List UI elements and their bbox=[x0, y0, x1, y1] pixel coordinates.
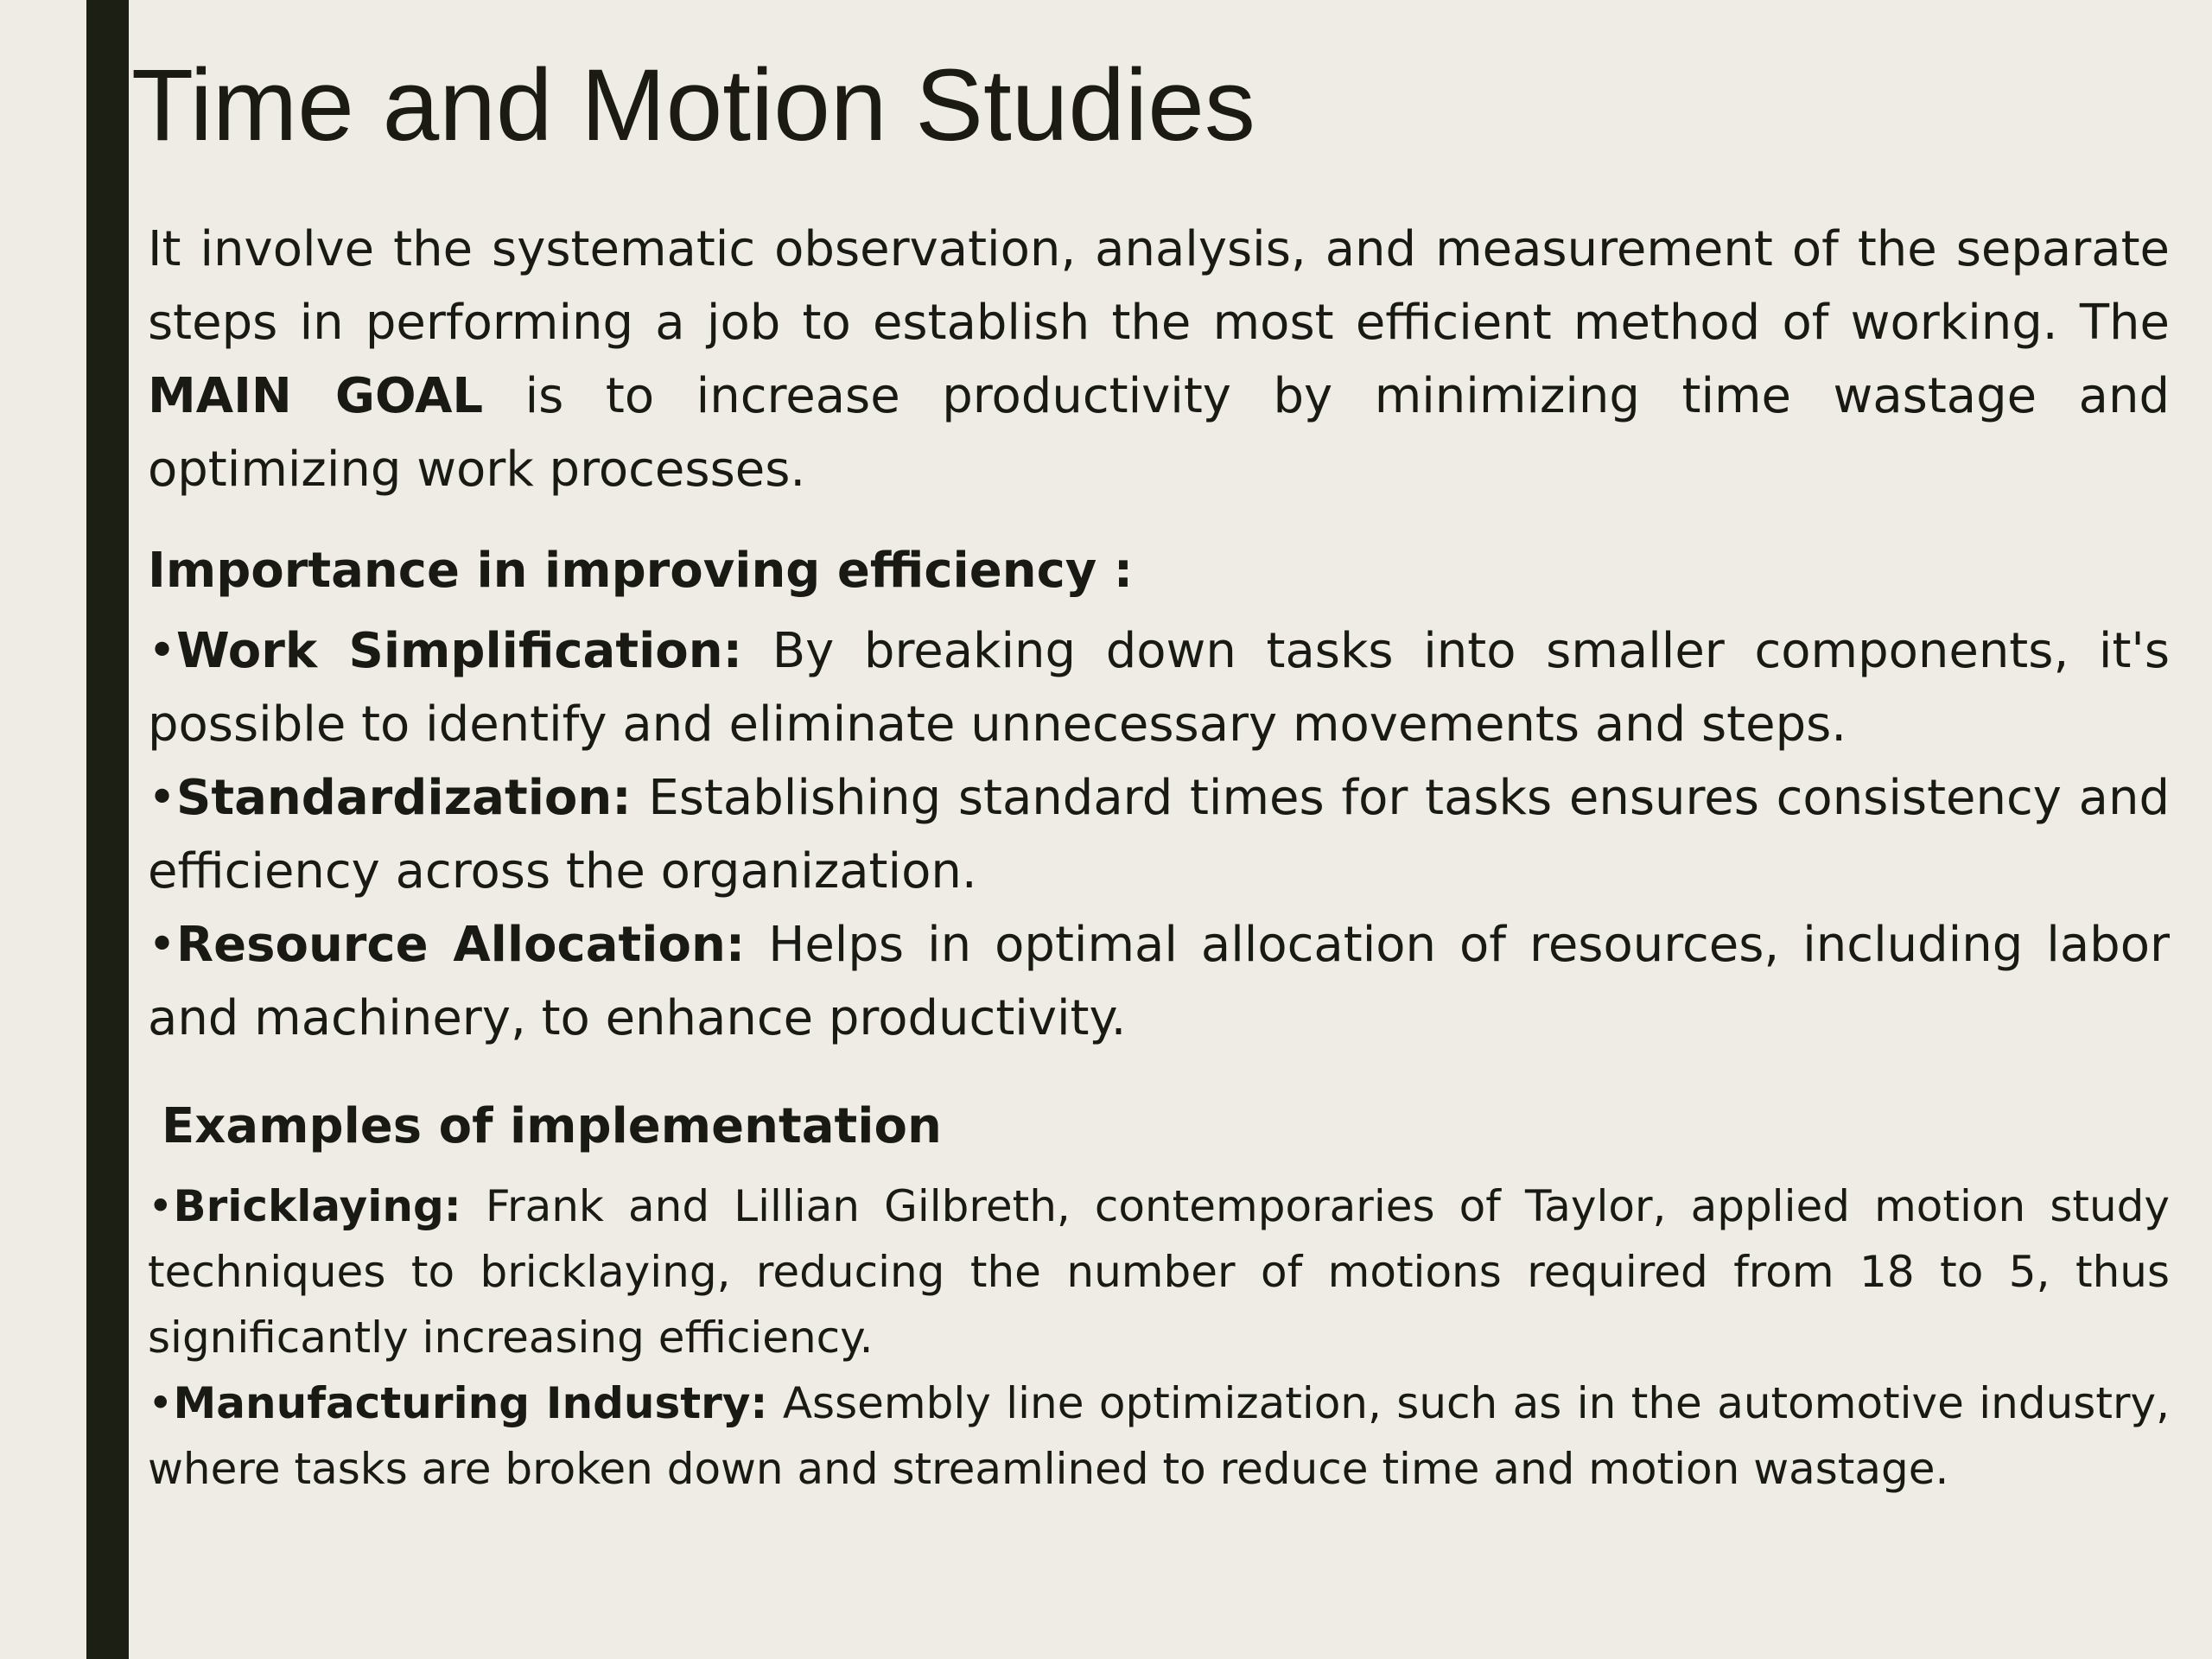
importance-item-text: By breaking down tasks into smaller components, it's possible to identify and eliminate unnecessary movements and steps. bbox=[148, 623, 2170, 753]
slide-content bbox=[148, 213, 2170, 1502]
importance-item-label: Standardization: bbox=[176, 770, 632, 826]
example-item-text: Frank and Lillian Gilbreth, contemporaries of Taylor, applied motion study techniques to bricklaying, reducing the number of motions required from 18 to 5, thus significantly increasing efficiency. bbox=[148, 1181, 2170, 1363]
accent-bar bbox=[86, 0, 129, 1659]
examples-heading: Examples of implementation bbox=[162, 1098, 942, 1154]
bullet-marker: • bbox=[148, 770, 177, 826]
importance-item-label: Resource Allocation: bbox=[176, 917, 746, 973]
importance-item-standardization bbox=[148, 761, 2170, 908]
importance-heading: Importance in improving efficiency : bbox=[148, 543, 1134, 599]
example-item-manufacturing bbox=[148, 1370, 2170, 1502]
example-item-bricklaying bbox=[148, 1173, 2170, 1370]
importance-item-label: Work Simplification: bbox=[176, 623, 743, 679]
bullet-marker: • bbox=[148, 623, 177, 679]
slide-title: Time and Motion Studies bbox=[131, 48, 1255, 162]
intro-text-after: is to increase productivity by minimizing time wastage and optimizing work processes. bbox=[148, 368, 2170, 498]
bullet-marker: • bbox=[148, 917, 177, 973]
importance-item-work-simplification bbox=[148, 614, 2170, 761]
importance-item-resource-allocation bbox=[148, 908, 2170, 1055]
intro-text-before: It involve the systematic observation, analysis, and measurement of the separate steps in performing a job to establish the most efficient method of working. The bbox=[148, 221, 2170, 351]
bullet-marker: • bbox=[148, 1378, 174, 1428]
intro-paragraph bbox=[148, 213, 2170, 506]
example-item-label: Bricklaying: bbox=[173, 1181, 461, 1231]
example-item-label: Manufacturing Industry: bbox=[173, 1378, 768, 1428]
importance-item-text: Establishing standard times for tasks ensures consistency and efficiency across the organization. bbox=[148, 770, 2170, 899]
importance-item-text: Helps in optimal allocation of resources, including labor and machinery, to enhance productivity. bbox=[148, 917, 2170, 1046]
example-item-text: Assembly line optimization, such as in the automotive industry, where tasks are broken down and streamlined to reduce time and motion wastage. bbox=[148, 1378, 2170, 1494]
bullet-marker: • bbox=[148, 1181, 174, 1231]
main-goal-emphasis: MAIN GOAL bbox=[148, 368, 484, 424]
